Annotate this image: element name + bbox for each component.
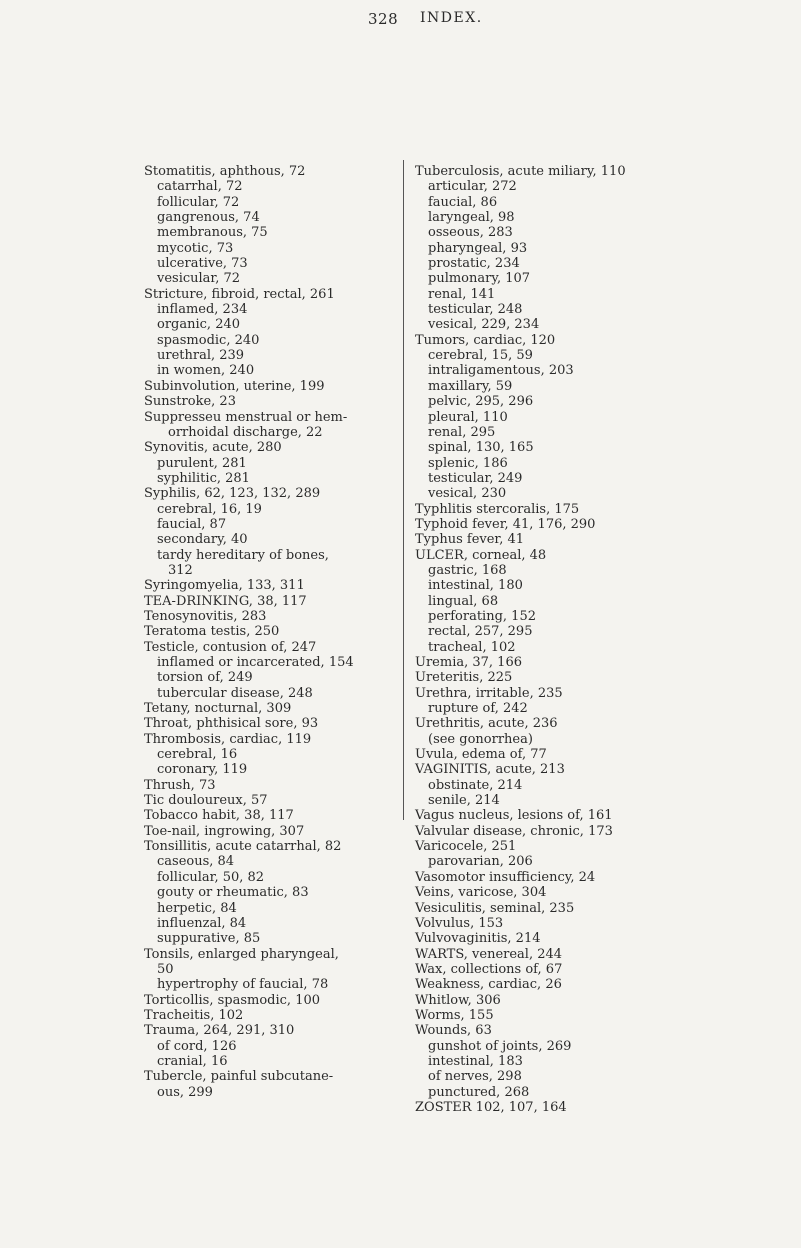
index-subentry: pleural, 110 xyxy=(428,409,508,425)
index-subentry: perforating, 152 xyxy=(428,608,536,624)
index-column-right xyxy=(415,164,675,1115)
index-entry: Torticollis, spasmodic, 100 xyxy=(144,992,321,1008)
index-entry: Urethra, irritable, 235 xyxy=(415,685,563,701)
index-subentry: cerebral, 16 xyxy=(157,747,238,763)
index-subentry: tubercular disease, 248 xyxy=(157,685,313,701)
index-subentry: tardy hereditary of bones, xyxy=(157,547,329,563)
index-entry: Uvula, edema of, 77 xyxy=(415,747,547,763)
index-subentry: purulent, 281 xyxy=(157,455,247,471)
index-entry: Suppresseu menstrual or hem- xyxy=(144,409,348,425)
index-subentry: rectal, 257, 295 xyxy=(428,624,533,640)
index-subentry: in women, 240 xyxy=(157,363,255,379)
index-subentry: prostatic, 234 xyxy=(428,256,520,272)
index-subentry: follicular, 72 xyxy=(157,194,240,210)
index-subentry: of nerves, 298 xyxy=(428,1069,522,1085)
index-subentry: hypertrophy of faucial, 78 xyxy=(157,977,329,993)
index-entry: Thrombosis, cardiac, 119 xyxy=(144,731,312,747)
index-column-left xyxy=(144,164,394,1100)
index-entry: Valvular disease, chronic, 173 xyxy=(415,823,613,839)
index-entry: Throat, phthisical sore, 93 xyxy=(144,716,319,732)
index-subentry: maxillary, 59 xyxy=(428,378,513,394)
index-entry: Thrush, 73 xyxy=(144,777,216,793)
index-subentry: herpetic, 84 xyxy=(157,900,237,916)
index-entry: Whitlow, 306 xyxy=(415,992,501,1008)
index-subentry: (see gonorrhea) xyxy=(428,731,533,747)
index-entry: Tuberculosis, acute miliary, 110 xyxy=(415,164,626,179)
index-subentry: spasmodic, 240 xyxy=(157,332,260,348)
index-subentry: testicular, 248 xyxy=(428,302,523,318)
index-subentry: syphilitic, 281 xyxy=(157,470,250,486)
index-subentry: catarrhal, 72 xyxy=(157,179,243,195)
index-subentry: testicular, 249 xyxy=(428,470,523,486)
index-subentry: gouty or rheumatic, 83 xyxy=(157,885,309,901)
index-entry: Syphilis, 62, 123, 132, 289 xyxy=(144,486,321,502)
index-entry: Vagus nucleus, lesions of, 161 xyxy=(415,808,613,824)
index-entry: Typhus fever, 41 xyxy=(415,532,525,548)
index-subentry: intraligamentous, 203 xyxy=(428,363,574,379)
index-entry: Vulvovaginitis, 214 xyxy=(415,931,541,947)
index-entry: Subinvolution, uterine, 199 xyxy=(144,378,325,394)
index-entry: VAGINITIS, acute, 213 xyxy=(415,762,565,778)
index-subentry: tracheal, 102 xyxy=(428,639,516,655)
index-entry: Volvulus, 153 xyxy=(415,915,504,931)
index-subentry: obstinate, 214 xyxy=(428,777,523,793)
index-subentry: pelvic, 295, 296 xyxy=(428,394,534,410)
index-subentry: intestinal, 183 xyxy=(428,1053,523,1069)
index-subentry: rupture of, 242 xyxy=(428,701,528,717)
index-subentry: parovarian, 206 xyxy=(428,854,533,870)
index-entry: Varicocele, 251 xyxy=(415,839,517,855)
index-subentry: lingual, 68 xyxy=(428,593,499,609)
index-subentry: influenzal, 84 xyxy=(157,915,247,931)
index-subentry: organic, 240 xyxy=(157,317,241,333)
index-entry: Vesiculitis, seminal, 235 xyxy=(415,900,575,916)
index-subentry: articular, 272 xyxy=(428,179,517,195)
index-entry: Tonsils, enlarged pharyngeal, xyxy=(144,946,339,962)
index-entry: Wax, collections of, 67 xyxy=(415,961,563,977)
index-subentry: splenic, 186 xyxy=(428,455,508,471)
index-entry: Tracheitis, 102 xyxy=(144,1007,244,1023)
index-subentry: orrhoidal discharge, 22 xyxy=(168,424,323,440)
index-entry: Tonsillitis, acute catarrhal, 82 xyxy=(144,839,342,855)
index-subentry: of cord, 126 xyxy=(157,1038,237,1054)
index-subentry: senile, 214 xyxy=(428,793,500,809)
index-entry: Uremia, 37, 166 xyxy=(415,655,522,670)
index-entry: Worms, 155 xyxy=(415,1007,494,1023)
index-subentry: ulcerative, 73 xyxy=(157,256,248,272)
index-subentry: ous, 299 xyxy=(157,1084,213,1100)
index-entry: Wounds, 63 xyxy=(415,1023,492,1039)
index-entry: Veins, varicose, 304 xyxy=(415,885,547,901)
index-subentry: vesical, 230 xyxy=(428,486,507,502)
index-subentry: cerebral, 16, 19 xyxy=(157,501,262,517)
index-entry: Sunstroke, 23 xyxy=(144,394,236,410)
index-entry: Testicle, contusion of, 247 xyxy=(144,639,317,655)
index-entry: Tobacco habit, 38, 117 xyxy=(144,808,294,824)
index-entry: Ureteritis, 225 xyxy=(415,670,513,686)
index-subentry: osseous, 283 xyxy=(428,225,513,241)
index-entry: ZOSTER 102, 107, 164 xyxy=(415,1099,567,1115)
index-subentry: punctured, 268 xyxy=(428,1084,530,1100)
index-entry: Typhoid fever, 41, 176, 290 xyxy=(415,516,596,532)
index-entry: Stomatitis, aphthous, 72 xyxy=(144,164,306,179)
index-subentry: gangrenous, 74 xyxy=(157,210,260,226)
index-entry: Synovitis, acute, 280 xyxy=(144,440,282,456)
index-subentry: intestinal, 180 xyxy=(428,578,523,594)
index-subentry: membranous, 75 xyxy=(157,225,268,241)
index-subentry: renal, 141 xyxy=(428,286,496,302)
index-entry: Trauma, 264, 291, 310 xyxy=(144,1023,295,1039)
index-subentry: inflamed, 234 xyxy=(157,302,248,318)
index-entry: WARTS, venereal, 244 xyxy=(415,946,563,962)
index-subentry: mycotic, 73 xyxy=(157,240,234,256)
index-subentry: pulmonary, 107 xyxy=(428,271,531,287)
index-subentry: faucial, 86 xyxy=(428,194,498,210)
index-entry: Tumors, cardiac, 120 xyxy=(415,332,556,348)
index-subentry: urethral, 239 xyxy=(157,348,245,364)
index-entry: Teratoma testis, 250 xyxy=(144,624,280,640)
index-entry: Stricture, fibroid, rectal, 261 xyxy=(144,286,335,302)
column-divider xyxy=(403,160,404,820)
index-entry: ULCER, corneal, 48 xyxy=(415,547,547,563)
index-subentry: laryngeal, 98 xyxy=(428,210,515,226)
index-subentry: vesical, 229, 234 xyxy=(428,317,540,333)
index-entry: Toe-nail, ingrowing, 307 xyxy=(144,823,305,839)
index-entry: Tenosynovitis, 283 xyxy=(144,608,267,624)
index-subentry: gunshot of joints, 269 xyxy=(428,1038,572,1054)
index-entry: Syringomyelia, 133, 311 xyxy=(144,578,305,594)
index-entry: TEA-DRINKING, 38, 117 xyxy=(144,593,307,609)
index-entry: Typhlitis stercoralis, 175 xyxy=(415,501,580,517)
index-subentry: caseous, 84 xyxy=(157,854,235,870)
index-entry: Tubercle, painful subcutane- xyxy=(144,1069,334,1085)
page-number: 328 xyxy=(368,10,399,28)
index-subentry: coronary, 119 xyxy=(157,762,248,778)
index-subentry: 312 xyxy=(168,562,193,578)
running-head: INDEX. xyxy=(420,10,483,26)
index-subentry: suppurative, 85 xyxy=(157,931,261,947)
index-entry: Tetany, nocturnal, 309 xyxy=(144,701,292,717)
index-subentry: vesicular, 72 xyxy=(157,271,241,287)
index-subentry: renal, 295 xyxy=(428,424,496,440)
index-entry: Vasomotor insufficiency, 24 xyxy=(415,869,596,885)
index-subentry: 50 xyxy=(157,961,174,977)
index-subentry: inflamed or incarcerated, 154 xyxy=(157,655,354,670)
page-header xyxy=(0,10,801,34)
index-subentry: torsion of, 249 xyxy=(157,670,253,686)
index-subentry: secondary, 40 xyxy=(157,532,248,548)
index-subentry: spinal, 130, 165 xyxy=(428,440,534,456)
index-entry: Tic douloureux, 57 xyxy=(144,793,268,809)
index-subentry: cerebral, 15, 59 xyxy=(428,348,533,364)
index-subentry: gastric, 168 xyxy=(428,562,507,578)
index-subentry: faucial, 87 xyxy=(157,516,227,532)
index-entry: Weakness, cardiac, 26 xyxy=(415,977,562,993)
index-subentry: pharyngeal, 93 xyxy=(428,240,528,256)
index-subentry: follicular, 50, 82 xyxy=(157,869,265,885)
index-entry: Urethritis, acute, 236 xyxy=(415,716,558,732)
index-subentry: cranial, 16 xyxy=(157,1053,228,1069)
